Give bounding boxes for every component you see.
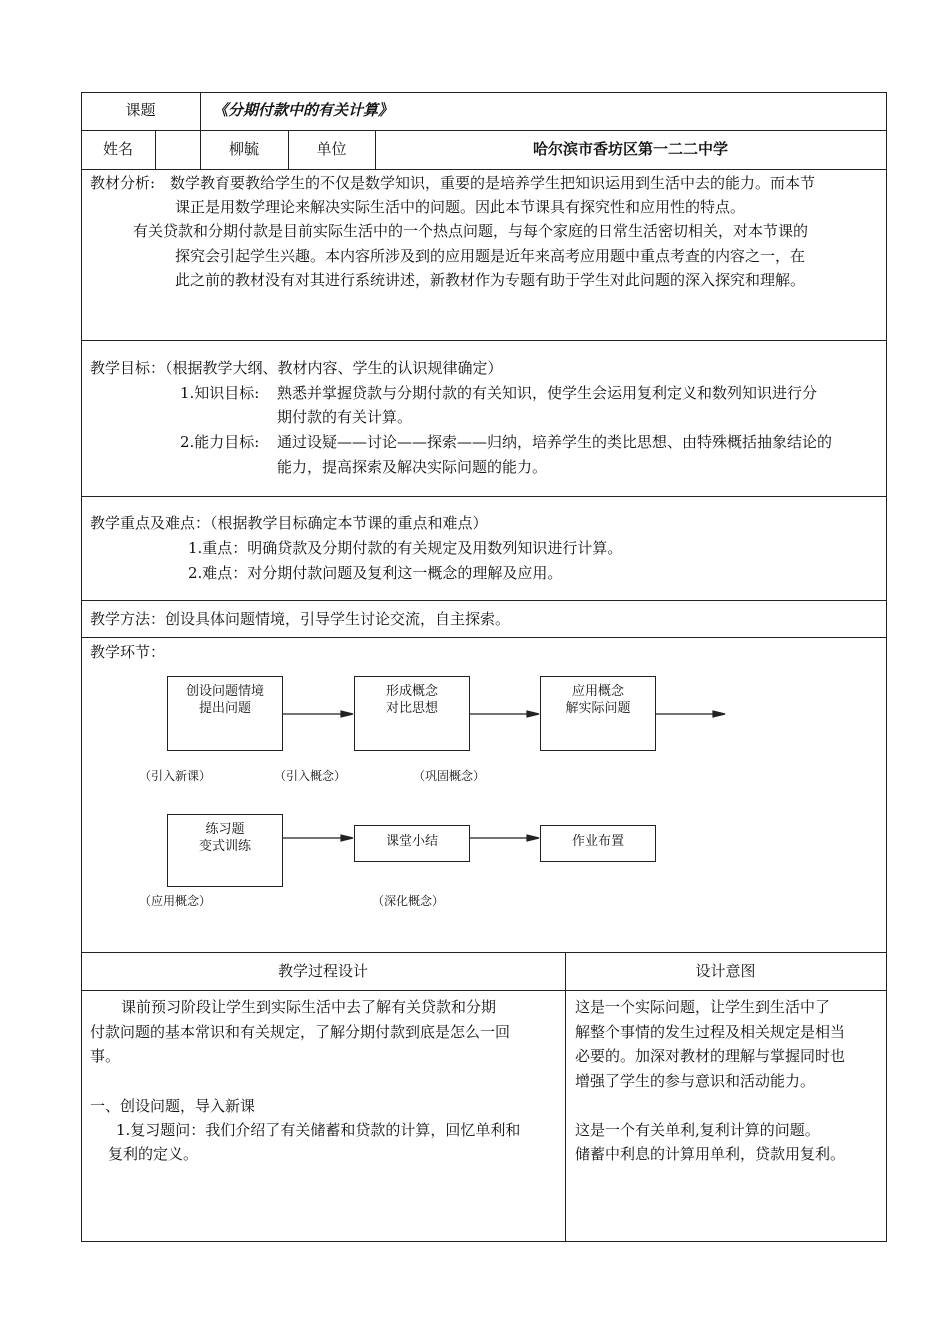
flow-caption: （巩固概念） [413, 769, 486, 783]
name-value: 柳毓 [228, 140, 259, 158]
flow-arrowhead [527, 835, 539, 841]
flow-box-text: 提出问题 [198, 701, 251, 716]
flow-box-text: 对比思想 [385, 701, 438, 716]
unit-value: 哈尔滨市香坊区第一二二中学 [532, 140, 728, 158]
flow-caption: （引入新课） [139, 769, 212, 783]
flow-arrowhead [341, 835, 353, 841]
analysis-line: 数学教育要教给学生的不仅是数学知识，重要的是培养学生把知识运用到生活中去的能力。而本节 [170, 174, 816, 192]
analysis-lead: 教材分析: [90, 174, 156, 192]
keypoint-2: 2.难点：对分期付款问题及复利这一概念的理解及应用。 [188, 564, 563, 582]
goal-2-text: 能力，提高探索及解决实际问题的能力。 [277, 458, 548, 476]
goal-1-text: 期付款的有关计算。 [277, 408, 413, 426]
flow-box-text: 创设问题情境 [185, 684, 264, 699]
flow-arrowhead [713, 711, 725, 717]
name-label: 姓名 [102, 140, 133, 158]
process-right-line: 储蓄中利息的计算用单利，贷款用复利。 [575, 1145, 846, 1163]
process-right-line: 增强了学生的参与意识和活动能力。 [575, 1072, 816, 1090]
flow-box-text: 作业布置 [571, 834, 624, 849]
method-text: 教学方法：创设具体问题情境，引导学生讨论交流，自主探索。 [90, 610, 511, 628]
flow-box-text: 应用概念 [571, 684, 624, 699]
process-right-line: 这是一个实际问题，让学生到生活中了 [575, 998, 831, 1016]
flow-caption: （引入概念） [274, 769, 347, 783]
process-left-line: 事。 [90, 1047, 121, 1065]
process-right-line: 解整个事情的发生过程及相关规定是相当 [575, 1023, 846, 1041]
flow-box-text: 解实际问题 [565, 701, 631, 716]
flow-arrowhead [341, 711, 353, 717]
stages-lead: 教学环节： [90, 643, 166, 661]
process-col-left-header: 教学过程设计 [277, 962, 368, 980]
analysis-line: 探究会引起学生兴趣。本内容所涉及到的应用题是近年来高考应用题中重点考查的内容之一，在 [175, 247, 806, 265]
process-right-line: 这是一个有关单利,复利计算的问题。 [575, 1121, 820, 1139]
flow-caption: （应用概念） [139, 894, 212, 908]
keypoint-1: 1.重点：明确贷款及分期付款的有关规定及用数列知识进行计算。 [188, 539, 623, 557]
analysis-line: 此之前的教材没有对其进行系统讲述，新教材作为专题有助于学生对此问题的深入探究和理解。 [175, 271, 806, 289]
flow-box-text: 形成概念 [385, 684, 438, 699]
flow-arrowhead [527, 711, 539, 717]
topic-value: 《分期付款中的有关计算》 [213, 101, 394, 119]
process-left-line: 课前预习阶段让学生到实际生活中去了解有关贷款和分期 [121, 998, 497, 1016]
process-left-line: 复利的定义。 [108, 1145, 199, 1163]
topic-label: 课题 [125, 101, 156, 119]
process-right-line: 必要的。加深对教材的理解与掌握同时也 [575, 1047, 846, 1065]
flow-box-text: 课堂小结 [385, 834, 438, 849]
keypoints-lead: 教学重点及难点：（根据教学目标确定本节课的重点和难点） [90, 514, 488, 532]
flow-box-text: 练习题 [205, 822, 245, 837]
goal-2-label: 2.能力目标: [180, 433, 260, 451]
process-left-line: 付款问题的基本常识和有关规定，了解分期付款到底是怎么一回 [90, 1023, 511, 1041]
process-left-line: 1.复习题问：我们介绍了有关储蓄和贷款的计算，回忆单利和 [116, 1121, 521, 1139]
analysis-line: 有关贷款和分期付款是目前实际生活中的一个热点问题，与每个家庭的日常生活密切相关，对本节课的 [133, 222, 809, 240]
goal-1-text: 熟悉并掌握贷款与分期付款的有关知识，使学生会运用复利定义和数列知识进行分 [277, 384, 818, 402]
goal-2-text: 通过设疑——讨论——探索——归纳，培养学生的类比思想、由特殊概括抽象结论的 [277, 433, 833, 451]
process-col-right-header: 设计意图 [695, 962, 756, 980]
flow-caption: （深化概念） [372, 894, 445, 908]
flow-box-text: 变式训练 [198, 839, 251, 854]
goals-lead: 教学目标：（根据教学大纲、教材内容、学生的认识规律确定） [90, 359, 503, 377]
goal-1-label: 1.知识目标: [180, 384, 260, 402]
process-section-title: 一、创设问题，导入新课 [90, 1097, 256, 1115]
unit-label: 单位 [316, 140, 347, 158]
analysis-line: 课正是用数学理论来解决实际生活中的问题。因此本节课具有探究性和应用性的特点。 [175, 198, 746, 216]
